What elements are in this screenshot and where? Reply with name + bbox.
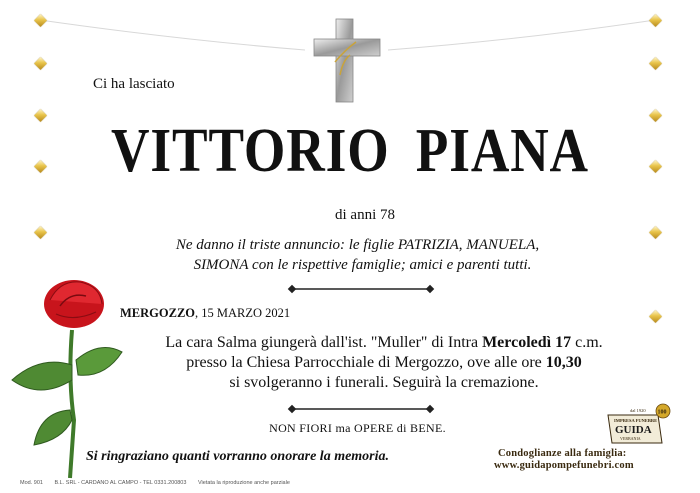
- age-text: di anni 78: [335, 207, 395, 223]
- logo-line2: VERBANIA: [620, 436, 641, 441]
- condolences-url[interactable]: www.guidapompefunebri.com: [494, 460, 634, 471]
- no-flowers-text: NON FIORI ma OPERE di BENE.: [269, 421, 446, 435]
- top-string-right: [388, 20, 655, 50]
- separator-bottom: [288, 405, 434, 413]
- body-line1-a: La cara Salma giungerà dall'ist. "Muller" di Intra: [165, 334, 483, 351]
- body-line2-a: presso la Chiesa Parrocchiale di Mergozzo, ove alle ore: [186, 354, 546, 371]
- cross-icon: [314, 19, 380, 102]
- funeral-details-line-1: [0, 334, 700, 352]
- place-date: [120, 306, 290, 321]
- condolences-label: Condoglianze alla famiglia:: [498, 448, 627, 459]
- place-name: MERGOZZO: [120, 306, 196, 320]
- intro-text: Ci ha lasciato: [93, 76, 175, 92]
- funeral-home-logo-icon: [606, 403, 672, 445]
- logo-line1: IMPRESA FUNEBRE: [614, 418, 658, 423]
- thanks-text: Si ringraziano quanti vorranno onorare la memoria.: [86, 449, 390, 464]
- footer-notice: Vietata la riproduzione anche parziale: [197, 480, 290, 486]
- top-string-left: [40, 20, 305, 50]
- footer-model: Mod. 901: [20, 480, 43, 486]
- footer: [20, 480, 300, 486]
- separator-top: [288, 285, 434, 293]
- body-line1-c: c.m.: [571, 334, 603, 351]
- logo-top-text: dal 1920: [630, 408, 646, 413]
- deceased-name: VITTORIO PIANA: [111, 117, 589, 185]
- funeral-details-line-3: si svolgeranno i funerali. Seguirà la cremazione.: [229, 374, 539, 391]
- body-line1-b: Mercoledì 17: [482, 334, 572, 351]
- footer-printer: B.L. SRL - CARDANO AL CAMPO - TEL 0331.200803: [54, 480, 187, 486]
- date-text: , 15 MARZO 2021: [195, 306, 291, 320]
- announcement-line-2: SIMONA con le rispettive famiglie; amici e parenti tutti.: [193, 257, 532, 273]
- funeral-details-line-2: [0, 354, 700, 372]
- announcement-line-1: Ne danno il triste annuncio: le figlie PATRIZIA, MANUELA,: [175, 237, 540, 253]
- logo-brand: GUIDA: [615, 424, 652, 436]
- body-line2-b: 10,30: [545, 354, 582, 371]
- logo-badge: 100: [657, 409, 667, 416]
